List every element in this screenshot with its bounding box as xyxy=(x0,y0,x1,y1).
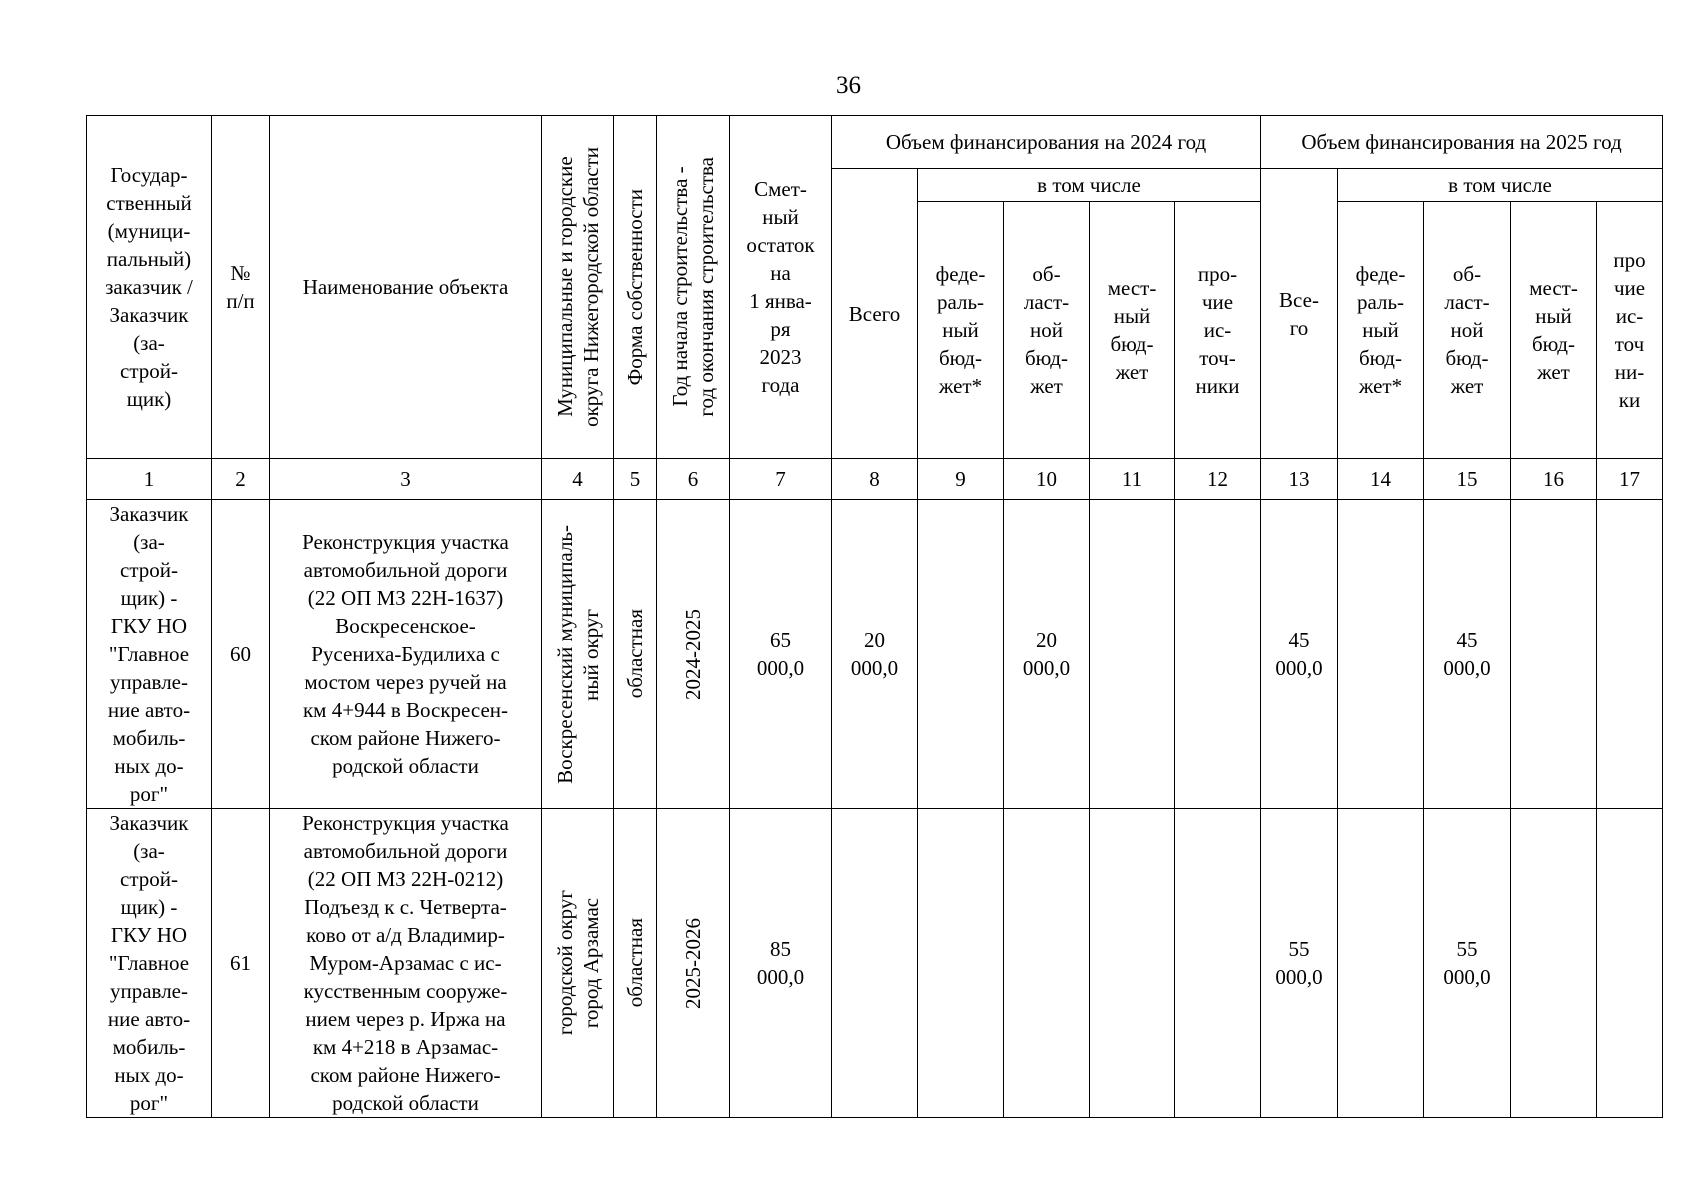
row-federal-2024 xyxy=(918,500,1004,809)
row-years: 2024-2025 xyxy=(657,500,730,809)
header-other-2025: про чие ис- точ ни- ки xyxy=(1597,202,1663,459)
row-total-2024 xyxy=(832,809,918,1118)
column-number: 6 xyxy=(657,459,730,500)
row-regional-2025: 55 000,0 xyxy=(1424,809,1511,1118)
column-number: 9 xyxy=(918,459,1004,500)
row-ownership: областная xyxy=(614,500,657,809)
row-object-name: Реконструкция участка автомобильной дороги (22 ОП МЗ 22Н-0212) Подъезд к с. Четверта- ково от а/д Владимир- Муром-Арзамас с ис- кусственным сооруже- нием через р. Иржа на км 4+218 в Арзамас- ском районе Нижего- родской области xyxy=(270,809,542,1118)
column-number: 16 xyxy=(1511,459,1597,500)
row-total-2024: 20 000,0 xyxy=(832,500,918,809)
row-local-2024 xyxy=(1090,500,1175,809)
row-customer: Заказчик (за- строй- щик) - ГКУ НО "Главное управле- ние авто- мобиль- ных до- рог" xyxy=(87,809,212,1118)
row-municipality: городской округ город Арзамас xyxy=(542,809,614,1118)
header-federal-2024: феде- раль- ный бюд- жет* xyxy=(918,202,1004,459)
row-estimated-balance: 65 000,0 xyxy=(730,500,832,809)
header-municipalities: Муниципальные и городские округа Нижегородской области xyxy=(542,116,614,459)
header-local-2024: мест- ный бюд- жет xyxy=(1090,202,1175,459)
row-total-2025: 55 000,0 xyxy=(1261,809,1338,1118)
row-regional-2025: 45 000,0 xyxy=(1424,500,1511,809)
header-local-2025: мест- ный бюд- жет xyxy=(1511,202,1597,459)
header-customer: Государ- ственный (муници- пальный) заказчик / Заказчик (за- строй- щик) xyxy=(87,116,212,459)
row-federal-2024 xyxy=(918,809,1004,1118)
column-number: 12 xyxy=(1175,459,1261,500)
header-including-2024: в том числе xyxy=(918,169,1261,202)
header-years: Год начала строительства - год окончания строительства xyxy=(657,116,730,459)
financing-table xyxy=(86,115,1663,1118)
row-regional-2024: 20 000,0 xyxy=(1004,500,1090,809)
column-numbers-row xyxy=(87,459,1663,500)
column-number: 13 xyxy=(1261,459,1338,500)
page-number: 36 xyxy=(836,72,861,99)
row-federal-2025 xyxy=(1338,500,1424,809)
header-object-name: Наименование объекта xyxy=(270,116,542,459)
header-regional-2025: об- ласт- ной бюд- жет xyxy=(1424,202,1511,459)
column-number: 7 xyxy=(730,459,832,500)
column-number: 3 xyxy=(270,459,542,500)
header-other-2024: про- чие ис- точ- ники xyxy=(1175,202,1261,459)
column-number: 5 xyxy=(614,459,657,500)
row-customer: Заказчик (за- строй- щик) - ГКУ НО "Главное управле- ние авто- мобиль- ных до- рог" xyxy=(87,500,212,809)
row-local-2024 xyxy=(1090,809,1175,1118)
column-number: 11 xyxy=(1090,459,1175,500)
column-number: 14 xyxy=(1338,459,1424,500)
table-row xyxy=(87,809,1663,1118)
column-number: 15 xyxy=(1424,459,1511,500)
column-number: 10 xyxy=(1004,459,1090,500)
row-total-2025: 45 000,0 xyxy=(1261,500,1338,809)
row-number: 60 xyxy=(212,500,270,809)
row-federal-2025 xyxy=(1338,809,1424,1118)
column-number: 2 xyxy=(212,459,270,500)
row-other-2024 xyxy=(1175,809,1261,1118)
header-funding-2024: Объем финансирования на 2024 год xyxy=(832,116,1261,169)
column-number: 17 xyxy=(1597,459,1663,500)
row-number: 61 xyxy=(212,809,270,1118)
table-row xyxy=(87,500,1663,809)
row-local-2025 xyxy=(1511,500,1597,809)
row-object-name: Реконструкция участка автомобильной дороги (22 ОП МЗ 22Н-1637) Воскресенское- Русениха-Будилиха с мостом через ручей на км 4+944 в Воскресен- ском районе Нижего- родской области xyxy=(270,500,542,809)
header-number: № п/п xyxy=(212,116,270,459)
header-total-2024: Всего xyxy=(832,169,918,459)
row-years: 2025-2026 xyxy=(657,809,730,1118)
column-number: 4 xyxy=(542,459,614,500)
header-row-top xyxy=(87,116,1663,169)
column-number: 8 xyxy=(832,459,918,500)
header-ownership: Форма собственности xyxy=(614,116,657,459)
header-including-2025: в том числе xyxy=(1338,169,1663,202)
header-funding-2025: Объем финансирования на 2025 год xyxy=(1261,116,1663,169)
header-total-2025: Все- го xyxy=(1261,169,1338,459)
header-regional-2024: об- ласт- ной бюд- жет xyxy=(1004,202,1090,459)
row-ownership: областная xyxy=(614,809,657,1118)
row-estimated-balance: 85 000,0 xyxy=(730,809,832,1118)
row-local-2025 xyxy=(1511,809,1597,1118)
column-number: 1 xyxy=(87,459,212,500)
row-other-2024 xyxy=(1175,500,1261,809)
row-municipality: Воскресенский муниципаль- ный округ xyxy=(542,500,614,809)
header-federal-2025: феде- раль- ный бюд- жет* xyxy=(1338,202,1424,459)
header-estimated-balance: Смет- ный остаток на 1 янва- ря 2023 года xyxy=(730,116,832,459)
row-regional-2024 xyxy=(1004,809,1090,1118)
row-other-2025 xyxy=(1597,500,1663,809)
row-other-2025 xyxy=(1597,809,1663,1118)
